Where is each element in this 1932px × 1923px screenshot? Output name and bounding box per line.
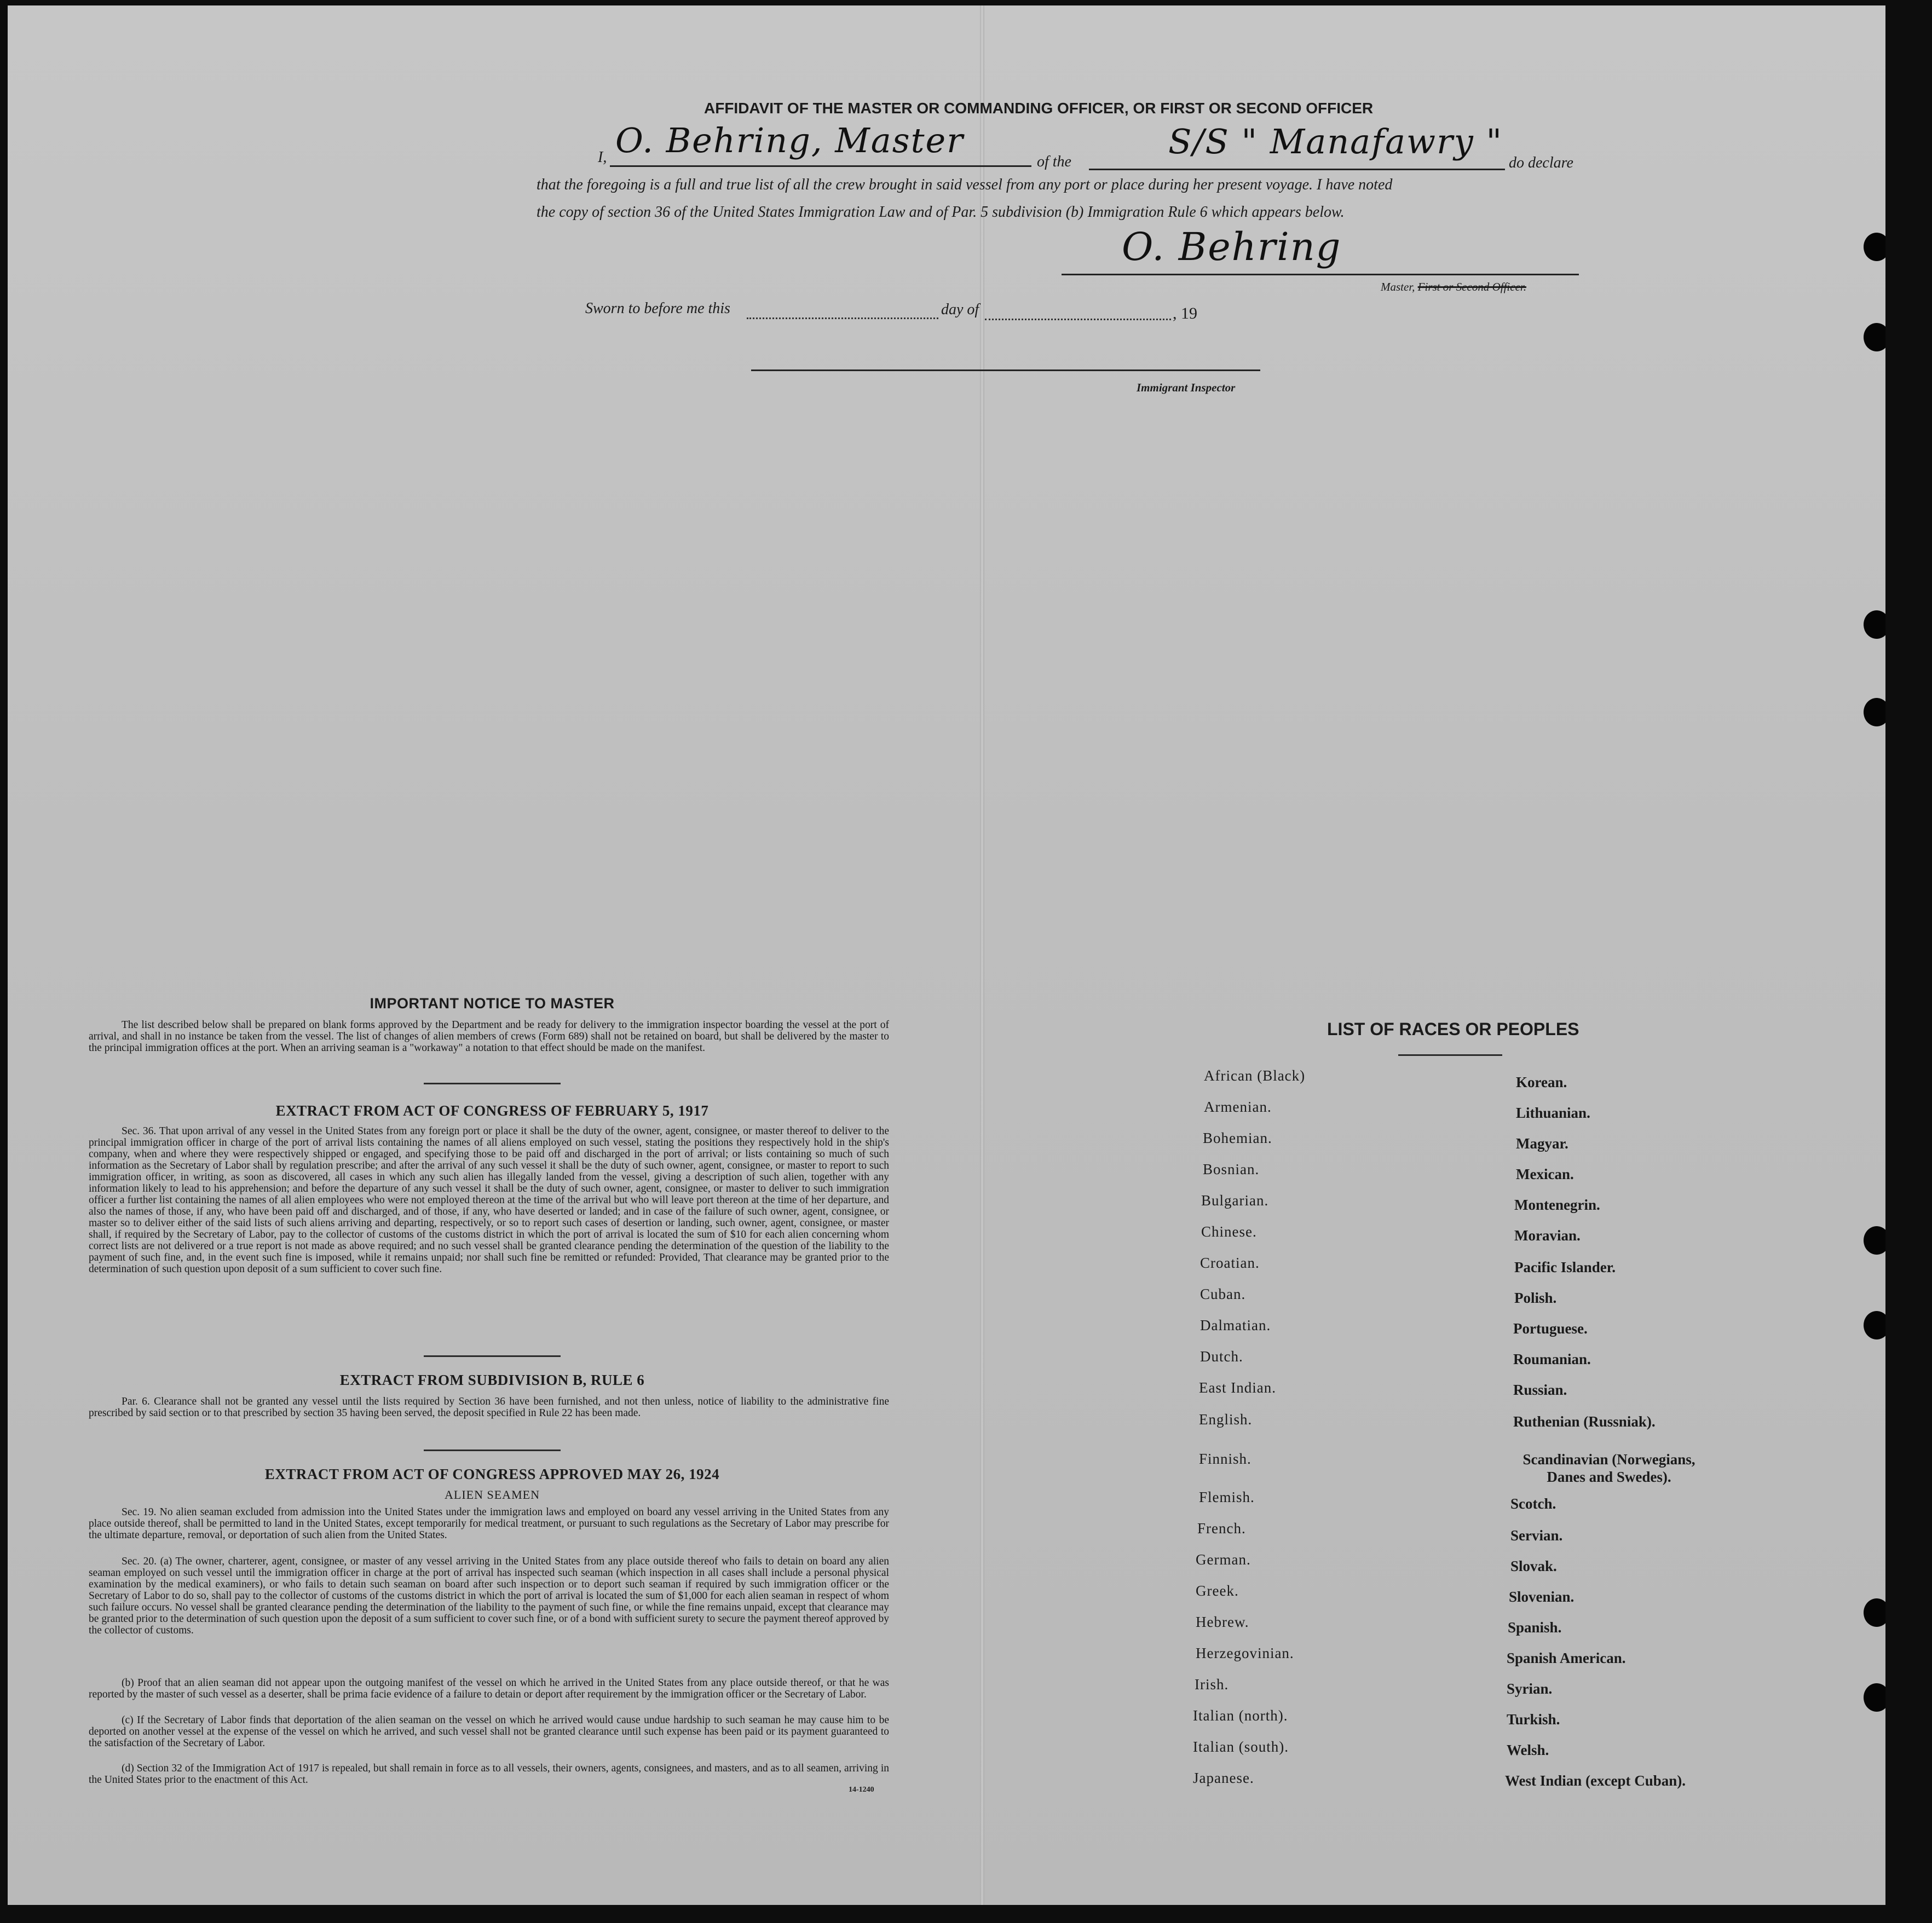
race-item: Hebrew. bbox=[1196, 1614, 1249, 1630]
punch-hole bbox=[1864, 1683, 1885, 1712]
race-item: Welsh. bbox=[1507, 1742, 1549, 1758]
extract-1917-heading: EXTRACT FROM ACT OF CONGRESS OF FEBRUARY 5, 1917 bbox=[275, 1102, 709, 1119]
race-item: Croatian. bbox=[1200, 1255, 1260, 1271]
form-number: 14-1240 bbox=[849, 1786, 874, 1794]
race-item: Flemish. bbox=[1199, 1489, 1255, 1505]
race-item: Irish. bbox=[1195, 1676, 1229, 1693]
race-item: Armenian. bbox=[1204, 1099, 1272, 1115]
race-item: Spanish American. bbox=[1507, 1650, 1626, 1666]
notice-text: The list described below shall be prepared on blank forms approved by the Department and be ready for delivery to the immigration inspector boarding the vessel at the port of arrival, and shall in no instance be taken from the vessel. The list of changes of alien members of crews (Form 689) shall not be retained on board, but shall be delivered by the master to the principal immigration offices at the port. When an arriving seaman is a "workaway" a notation to that effect should be made on the manifest. bbox=[89, 1019, 889, 1054]
race-item: Russian. bbox=[1513, 1382, 1567, 1398]
extract-1917-text: Sec. 36. That upon arrival of any vessel in the United States from any foreign port or place it shall be the duty of the owner, agent, consignee, or master thereof to deliver to the principal immigration officer in charge of the port of arrival lists containing the names of all aliens employed on such vessel, stating the positions they respectively hold in the ship's company, when and where they were respectively shipped or engaged, and specifying those to be paid off and discharged in the port of arrival; or lists containing so much of such information as the Secretary of Labor shall by regulation prescribe; and after the arrival of any such vessel it shall be the duty of such owner, agent, consignee, or master to report to such immigration officer, in writing, as soon as discovered, all cases in which any such alien has illegally landed from the vessel, giving a description of such alien, together with any information likely to lead to his apprehension; and before the departure of any such vessel it shall be the duty of such owner, agent, consignee, or master to deliver to such immigration officer a further list containing the names of all alien employees who were not employed thereon at the time of the arrival but who will leave port thereon at the time of her departure, and also the names of those, if any, who have been paid off and discharged, and of those, if any, who have deserted or landed; and in case of the failure of such owner, agent, consignee, or master so to deliver either of the said lists of such aliens arriving and departing, respectively, or so to report such cases of desertion or landing, such owner, agent, consignee, or master shall, if required by the Secretary of Labor, pay to the collector of customs of the customs district in which the port of arrival is located the sum of $10 for each alien concerning whom correct lists are not delivered or a true report is not made as above required; and no such vessel shall be granted clearance pending the determination of the question of the liability to the payment of such fine, and, in the event such fine is imposed, while it remains unpaid; nor shall such fine be remitted or refunded: Provided, That clearance may be granted prior to the determination of such question upon deposit of a sum sufficient to cover such fine. bbox=[89, 1125, 889, 1275]
year-label: , 19 bbox=[1173, 304, 1197, 322]
race-item: Greek. bbox=[1196, 1583, 1239, 1599]
race-item: Finnish. bbox=[1199, 1451, 1252, 1467]
race-item: Dalmatian. bbox=[1200, 1317, 1271, 1333]
race-item: West Indian (except Cuban). bbox=[1505, 1772, 1686, 1789]
race-item: Bulgarian. bbox=[1201, 1192, 1269, 1209]
affidavit-line-3: the copy of section 36 of the United States Immigration Law and of Par. 5 subdivision (b) Immigration Rule 6 which appears below. bbox=[537, 204, 1345, 221]
race-item: Pacific Islander. bbox=[1514, 1259, 1616, 1275]
section-divider bbox=[424, 1450, 561, 1451]
rule-6-text: Par. 6. Clearance shall not be granted any vessel until the lists required by Section 36 have been furnished, and not then unless, notice of liability to the administrative fine prescribed by said section or to that prescribed by section 35 having been served, the deposit specified in Rule 22 has been made. bbox=[89, 1396, 889, 1419]
race-item: Roumanian. bbox=[1513, 1351, 1591, 1367]
punch-hole bbox=[1864, 1226, 1885, 1255]
race-item: Slovak. bbox=[1510, 1558, 1557, 1574]
punch-hole bbox=[1864, 610, 1885, 639]
race-item: Slovenian. bbox=[1509, 1589, 1575, 1605]
race-item: Herzegovinian. bbox=[1196, 1645, 1294, 1661]
sworn-day-line bbox=[747, 317, 938, 319]
punch-hole bbox=[1864, 698, 1885, 726]
race-item: Portuguese. bbox=[1513, 1320, 1588, 1337]
master-name-line bbox=[610, 165, 1031, 167]
inspector-line bbox=[751, 369, 1260, 371]
race-item: Mexican. bbox=[1516, 1166, 1574, 1182]
races-heading: LIST OF RACES OR PEOPLES bbox=[1327, 1019, 1579, 1039]
document-page bbox=[8, 5, 1885, 1905]
race-item: Korean. bbox=[1516, 1074, 1567, 1090]
page-fold bbox=[980, 5, 984, 1905]
punch-hole bbox=[1864, 1311, 1885, 1339]
officer-caption-struck: First or Second Officer. bbox=[1417, 280, 1526, 293]
race-item: English. bbox=[1199, 1411, 1253, 1428]
sec-20b-text: (b) Proof that an alien seaman did not appear upon the outgoing manifest of the vessel on which he arrived in the United States from any place outside thereof, or that he was reported by the master of such vessel as a deserter, shall be prima facie evidence of a failure to detain or deport after requirement by the immigration officer or the Secretary of Labor. bbox=[89, 1677, 889, 1700]
sec-20d-text: (d) Section 32 of the Immigration Act of 1917 is repealed, but shall remain in force as to all vessels, their owners, agents, consignees, and masters, and as to all seamen, arriving in the United States prior to the enactment of this Act. bbox=[89, 1763, 889, 1786]
race-item: Lithuanian. bbox=[1516, 1105, 1590, 1121]
race-item: Bohemian. bbox=[1203, 1130, 1272, 1146]
race-item: German. bbox=[1196, 1551, 1251, 1568]
section-divider bbox=[424, 1083, 561, 1084]
vessel-name-line bbox=[1089, 169, 1505, 170]
do-declare-label: do declare bbox=[1509, 154, 1573, 171]
race-item: Syrian. bbox=[1507, 1681, 1553, 1697]
race-item: Ruthenian (Russniak). bbox=[1513, 1413, 1656, 1430]
race-item: Turkish. bbox=[1507, 1711, 1560, 1728]
sec-20c-text: (c) If the Secretary of Labor finds that deportation of the alien seaman on the vessel on which he arrived would cause undue hardship to such seaman he may cause him to be deported on another vessel at the expense of the vessel on which he arrived, and such vessel shall not be granted clearance until such expense has been paid or its payment guaranteed to the satisfaction of the Secretary of Labor. bbox=[89, 1714, 889, 1749]
sworn-label: Sworn to before me this bbox=[585, 300, 730, 317]
race-item: Italian (north). bbox=[1193, 1707, 1288, 1724]
affidavit-line-2: that the foregoing is a full and true list of all the crew brought in said vessel from any port or place during her present voyage. I have noted bbox=[537, 176, 1393, 193]
day-of-label: day of bbox=[941, 301, 979, 318]
vessel-name-handwritten: S/S " Manafawry " bbox=[1168, 122, 1503, 161]
punch-hole bbox=[1864, 233, 1885, 261]
notice-heading: IMPORTANT NOTICE TO MASTER bbox=[370, 995, 615, 1012]
punch-hole bbox=[1864, 1598, 1885, 1627]
race-item: Italian (south). bbox=[1193, 1739, 1289, 1755]
alien-seamen-subheading: ALIEN SEAMEN bbox=[445, 1488, 540, 1502]
race-item: Scotch. bbox=[1510, 1495, 1556, 1512]
sworn-month-line bbox=[985, 319, 1171, 320]
of-the-label: of the bbox=[1037, 153, 1071, 170]
race-item: African (Black) bbox=[1204, 1067, 1306, 1084]
race-item: Bosnian. bbox=[1203, 1161, 1260, 1177]
master-caption: Master, bbox=[1381, 280, 1415, 293]
rule-6-heading: EXTRACT FROM SUBDIVISION B, RULE 6 bbox=[339, 1372, 645, 1388]
race-item: Montenegrin. bbox=[1514, 1197, 1600, 1213]
race-item: Cuban. bbox=[1200, 1286, 1246, 1302]
punch-hole bbox=[1864, 323, 1885, 351]
races-divider bbox=[1398, 1054, 1502, 1056]
race-item: Spanish. bbox=[1508, 1619, 1562, 1636]
affidavit-title: AFFIDAVIT OF THE MASTER OR COMMANDING OFFICER, OR FIRST OR SECOND OFFICER bbox=[704, 100, 1374, 117]
signature-line bbox=[1062, 274, 1579, 275]
race-item: Japanese. bbox=[1193, 1770, 1254, 1786]
inspector-caption: Immigrant Inspector bbox=[1137, 381, 1236, 394]
sec-19-text: Sec. 19. No alien seaman excluded from admission into the United States under the immigration laws and employed on board any vessel arriving in the United States from any place outside thereof, shall be permitted to land in the United States, except temporarily for medical treatment, or pursuant to such regulations as the Secretary of Labor may prescribe for the ultimate departure, removal, or deportation of such alien from the United States. bbox=[89, 1506, 889, 1541]
race-item: East Indian. bbox=[1199, 1379, 1276, 1396]
race-item: Moravian. bbox=[1514, 1227, 1581, 1244]
race-item: Chinese. bbox=[1201, 1223, 1257, 1240]
master-name-handwritten: O. Behring, Master bbox=[615, 120, 964, 160]
race-item: Magyar. bbox=[1516, 1135, 1568, 1152]
affidavit-i-label: I, bbox=[598, 149, 607, 166]
signature-caption bbox=[1381, 280, 1526, 294]
section-divider bbox=[424, 1355, 561, 1357]
race-item: Scandinavian (Norwegians, Danes and Swedes). bbox=[1522, 1451, 1695, 1485]
extract-1924-heading: EXTRACT FROM ACT OF CONGRESS APPROVED MAY 26, 1924 bbox=[264, 1466, 720, 1482]
race-item: Dutch. bbox=[1200, 1348, 1243, 1365]
sec-20a-text: Sec. 20. (a) The owner, charterer, agent, consignee, or master of any vessel arriving in the United States from any place outside thereof who fails to detain on board any alien seaman employed on such vessel until the immigration officer in charge at the port of arrival has inspected such seaman (which inspection in all cases shall include a personal physical examination by the medical examiners), or who fails to detain such seaman on board after such inspection or to deport such seaman if required by such immigration officer or the Secretary of Labor to do so, shall pay to the collector of customs of the customs district in which the port of arrival is located the sum of $1,000 for each alien seaman in respect of whom such failure occurs. No vessel shall be granted clearance pending the determination of the liability to the payment of such fine, or while the fine remains unpaid, except that clearance may be granted prior to the determination of such question upon the deposit of a sum sufficient to cover such fine, or of a bond with sufficient surety to secure the payment thereof approved by the collector of customs. bbox=[89, 1556, 889, 1636]
race-item: Polish. bbox=[1514, 1290, 1557, 1306]
race-item: Servian. bbox=[1510, 1527, 1563, 1544]
race-item: French. bbox=[1197, 1520, 1246, 1537]
master-signature: O. Behring bbox=[1122, 224, 1342, 269]
